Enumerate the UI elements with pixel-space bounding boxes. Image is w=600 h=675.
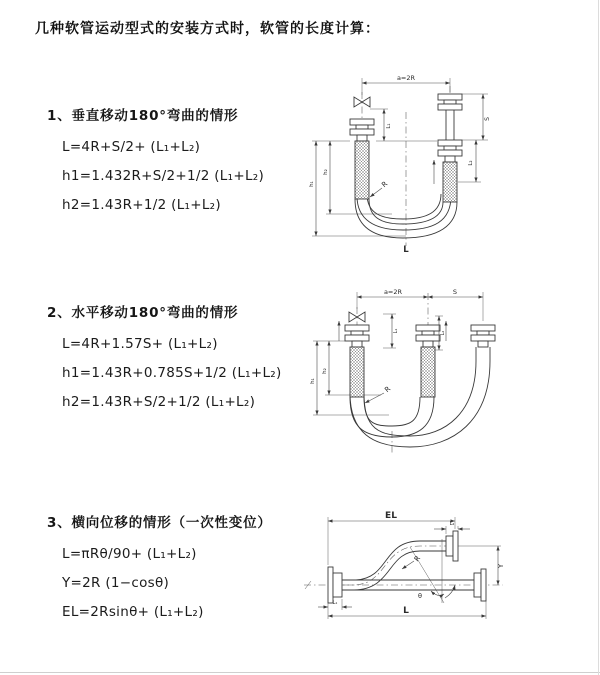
formula-length: L=πRθ/90+ (L₁+L₂) xyxy=(62,546,197,562)
section-1-heading: 1、垂直移动180°弯曲的情形 xyxy=(47,108,239,124)
dim-label-s: S xyxy=(484,117,491,121)
diagram-lateral-displacement xyxy=(298,503,510,638)
dim-label-y: Y xyxy=(497,563,505,569)
formula-h1: h1=1.432R+S/2+1/2 (L₁+L₂) xyxy=(62,168,265,184)
dim-label-s: S xyxy=(452,288,458,296)
dim-label-l1: L₁ xyxy=(386,123,392,129)
dim-extension-lines xyxy=(328,517,501,619)
hose-displaced-position xyxy=(342,541,446,590)
section-2-heading: 2、水平移动180°弯曲的情形 xyxy=(47,305,239,321)
section-lateral-displacement xyxy=(47,511,272,627)
formula-h1: h1=1.43R+0.785S+1/2 (L₁+L₂) xyxy=(62,365,282,381)
diagram-vertical-u-bend xyxy=(300,64,500,264)
dim-label-a2r: a=2R xyxy=(396,74,416,82)
section-horizontal-movement xyxy=(47,301,282,417)
upper-flange xyxy=(446,531,458,561)
angle-label: θ xyxy=(418,592,422,600)
section-vertical-movement xyxy=(47,104,264,220)
left-flange xyxy=(328,567,342,603)
hose-curves xyxy=(350,361,490,447)
radius-label: R xyxy=(383,384,393,395)
centerlines xyxy=(362,86,450,246)
formula-h2: h2=1.43R+1/2 (L₁+L₂) xyxy=(62,197,221,213)
section-3-heading: 3、横向位移的情形（一次性变位） xyxy=(47,515,272,531)
dim-extension-lines xyxy=(312,78,488,236)
dim-label-h1: h₁ xyxy=(310,378,316,384)
centerlines xyxy=(357,293,428,453)
dim-label-h1: h₁ xyxy=(309,181,315,187)
length-label: L xyxy=(403,606,409,616)
right-flange-assembly xyxy=(471,325,495,361)
page-title: 几种软管运动型式的安装方式时，软管的长度计算： xyxy=(35,21,380,37)
length-label: L xyxy=(403,245,409,255)
dim-label-a2r: a=2R xyxy=(383,288,403,296)
dim-label-l2: L₂ xyxy=(468,160,474,166)
left-flange-assembly xyxy=(350,119,374,199)
formula-el: EL=2Rsinθ+ (L₁+L₂) xyxy=(62,604,204,620)
right-flange-assembly xyxy=(434,94,462,202)
dim-label-h2: h₂ xyxy=(323,169,329,175)
dim-label-l2: L₂ xyxy=(440,330,446,336)
dim-label-l2: L₂ xyxy=(449,521,455,527)
formula-h2: h2=1.43R+S/2+1/2 (L₁+L₂) xyxy=(62,394,256,410)
dim-label-l1: L₁ xyxy=(393,328,399,334)
page-bottom-edge xyxy=(0,672,600,673)
formula-length: L=4R+S/2+ (L₁+L₂) xyxy=(62,139,201,155)
diagram-horizontal-u-bend xyxy=(303,281,503,471)
dimension-lines xyxy=(317,297,483,415)
radius-label: R xyxy=(380,179,390,190)
radius-label: R xyxy=(412,554,423,564)
dim-label-l1: L₁ xyxy=(332,600,338,606)
dim-label-h2: h₂ xyxy=(322,368,328,374)
left-flange-assembly xyxy=(345,325,369,397)
formula-y: Y=2R (1−cosθ) xyxy=(62,575,170,591)
dim-extension-lines xyxy=(313,292,483,415)
dimension-lines xyxy=(318,521,498,616)
page-right-edge xyxy=(598,0,599,675)
formula-length: L=4R+1.57S+ (L₁+L₂) xyxy=(62,336,218,352)
middle-flange-assembly xyxy=(416,325,440,397)
dim-label-el: EL xyxy=(385,511,397,521)
right-flange xyxy=(474,569,486,601)
